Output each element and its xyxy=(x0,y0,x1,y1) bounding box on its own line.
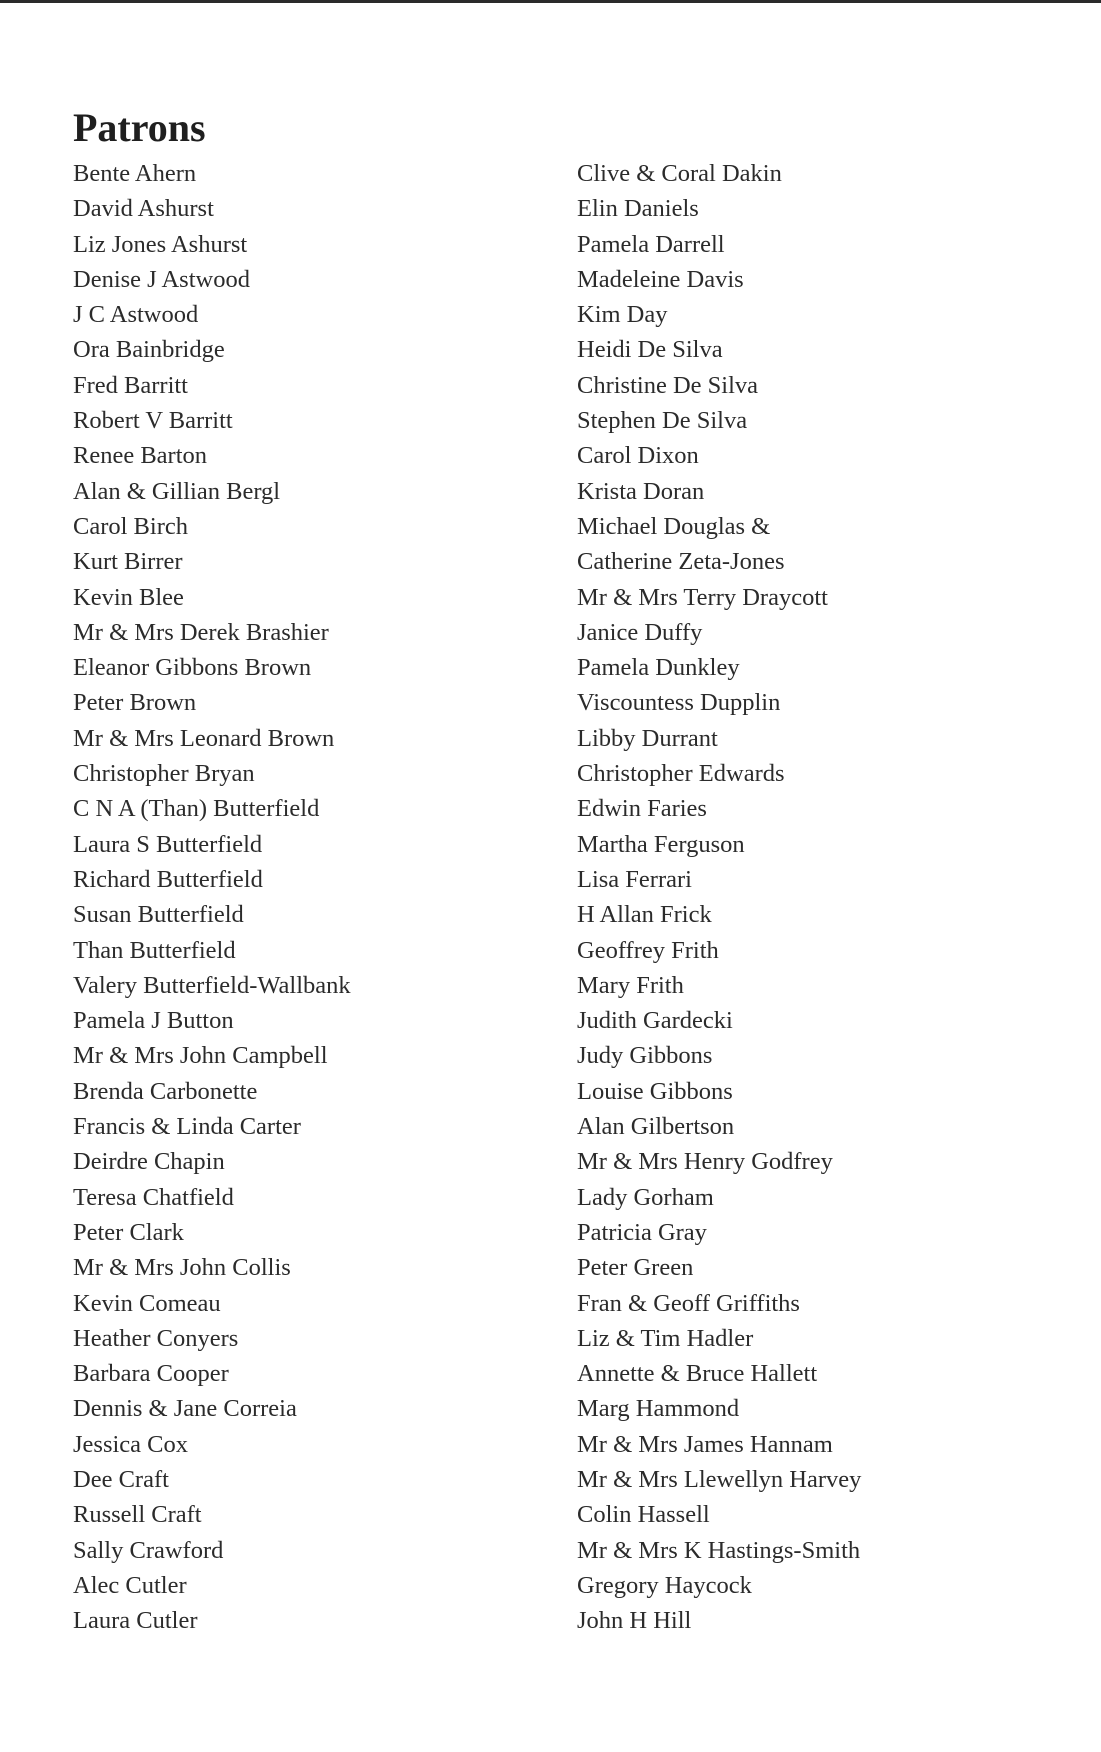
patron-name: Eleanor Gibbons Brown xyxy=(73,654,312,682)
patron-name: Mr & Mrs James Hannam xyxy=(577,1430,833,1458)
patron-name: Louise Gibbons xyxy=(577,1077,733,1105)
patrons-list-right-column xyxy=(577,156,861,1638)
patrons-list-left-column xyxy=(73,156,351,1638)
patron-name: Christopher Edwards xyxy=(577,760,785,788)
patron-name: Bente Ahern xyxy=(73,160,197,187)
patron-name: Valery Butterfield-Wallbank xyxy=(73,971,351,999)
patron-name: Ora Bainbridge xyxy=(73,336,225,364)
patron-name: Pamela Dunkley xyxy=(577,654,740,682)
patron-name: Krista Doran xyxy=(577,477,705,505)
patron-name: H Allan Frick xyxy=(577,901,712,929)
patron-name: Laura S Butterfield xyxy=(73,830,263,858)
patron-name: Marg Hammond xyxy=(577,1395,740,1423)
patron-name: John H Hill xyxy=(577,1607,692,1635)
patron-name: Madeleine Davis xyxy=(577,265,744,293)
patron-name: Kim Day xyxy=(577,301,668,329)
patron-name: Renee Barton xyxy=(73,442,208,470)
patron-name: Peter Brown xyxy=(73,689,197,717)
patron-name: Annette & Bruce Hallett xyxy=(577,1360,818,1388)
patron-name: Peter Green xyxy=(577,1254,694,1282)
patron-name: C N A (Than) Butterfield xyxy=(73,795,320,823)
patron-name: Martha Ferguson xyxy=(577,830,745,858)
patron-name: Carol Dixon xyxy=(577,442,699,470)
patron-name: Mr & Mrs K Hastings-Smith xyxy=(577,1536,861,1564)
patron-name: Janice Duffy xyxy=(577,618,703,646)
patron-name: Barbara Cooper xyxy=(73,1360,229,1388)
patron-name: Catherine Zeta-Jones xyxy=(577,548,785,576)
patron-name: Jessica Cox xyxy=(73,1430,188,1458)
patron-name: Francis & Linda Carter xyxy=(73,1113,301,1141)
patron-name: Elin Daniels xyxy=(577,195,699,223)
patron-name: Alec Cutler xyxy=(73,1571,187,1599)
patron-name: Stephen De Silva xyxy=(577,407,748,435)
patron-name: Heidi De Silva xyxy=(577,336,723,364)
patron-name: Lady Gorham xyxy=(577,1183,714,1211)
patron-name: Dee Craft xyxy=(73,1465,169,1493)
patron-name: Fran & Geoff Griffiths xyxy=(577,1289,800,1317)
patron-name: Patricia Gray xyxy=(577,1218,707,1246)
patron-name: Heather Conyers xyxy=(73,1324,239,1352)
patron-name: Carol Birch xyxy=(73,512,188,540)
patron-name: Mr & Mrs John Collis xyxy=(73,1254,291,1282)
patron-name: Teresa Chatfield xyxy=(73,1183,234,1211)
patron-name: Richard Butterfield xyxy=(73,865,263,893)
patron-name: Russell Craft xyxy=(73,1501,202,1529)
patron-name: Mr & Mrs Derek Brashier xyxy=(73,618,329,646)
patron-name: Dennis & Jane Correia xyxy=(73,1395,297,1423)
patron-name: Clive & Coral Dakin xyxy=(577,160,782,187)
patron-name: Edwin Faries xyxy=(577,795,707,823)
top-border-rule xyxy=(0,0,1101,3)
patron-name: Fred Barritt xyxy=(73,371,188,399)
patron-name: Colin Hassell xyxy=(577,1501,710,1529)
patron-name: Mr & Mrs John Campbell xyxy=(73,1042,328,1070)
patron-name: Peter Clark xyxy=(73,1218,184,1246)
patron-name: Libby Durrant xyxy=(577,724,718,752)
page-title: Patrons xyxy=(73,105,206,150)
patron-name: Mr & Mrs Terry Draycott xyxy=(577,583,828,611)
patron-name: Michael Douglas & xyxy=(577,512,771,540)
patron-name: Denise J Astwood xyxy=(73,265,250,293)
patron-name: J C Astwood xyxy=(73,301,199,329)
patron-name: Than Butterfield xyxy=(73,936,236,964)
patron-name: Geoffrey Frith xyxy=(577,936,719,964)
patron-name: Judith Gardecki xyxy=(577,1007,733,1035)
patron-name: Deirdre Chapin xyxy=(73,1148,225,1176)
patron-name: Mr & Mrs Henry Godfrey xyxy=(577,1148,833,1176)
patron-name: Alan Gilbertson xyxy=(577,1113,735,1141)
patron-name: Kurt Birrer xyxy=(73,548,183,576)
patron-name: Gregory Haycock xyxy=(577,1571,752,1599)
patron-name: Liz & Tim Hadler xyxy=(577,1324,754,1352)
patron-name: Liz Jones Ashurst xyxy=(73,230,248,258)
patron-name: Susan Butterfield xyxy=(73,901,244,929)
patron-name: Mary Frith xyxy=(577,971,684,999)
patron-name: Viscountess Dupplin xyxy=(577,689,781,717)
patron-name: Sally Crawford xyxy=(73,1536,224,1564)
patron-name: Pamela J Button xyxy=(73,1007,234,1035)
patron-name: Pamela Darrell xyxy=(577,230,725,258)
patron-name: Christine De Silva xyxy=(577,371,759,399)
patron-name: Mr & Mrs Leonard Brown xyxy=(73,724,335,752)
patron-name: Judy Gibbons xyxy=(577,1042,713,1070)
patron-name: Robert V Barritt xyxy=(73,407,233,435)
patron-name: David Ashurst xyxy=(73,195,214,223)
patron-name: Alan & Gillian Bergl xyxy=(73,477,281,505)
patron-name: Mr & Mrs Llewellyn Harvey xyxy=(577,1465,862,1493)
patron-name: Kevin Blee xyxy=(73,583,184,611)
patron-name: Lisa Ferrari xyxy=(577,865,692,893)
patron-name: Christopher Bryan xyxy=(73,760,255,788)
patron-name: Laura Cutler xyxy=(73,1607,198,1635)
patron-name: Brenda Carbonette xyxy=(73,1077,258,1105)
patron-name: Kevin Comeau xyxy=(73,1289,221,1317)
